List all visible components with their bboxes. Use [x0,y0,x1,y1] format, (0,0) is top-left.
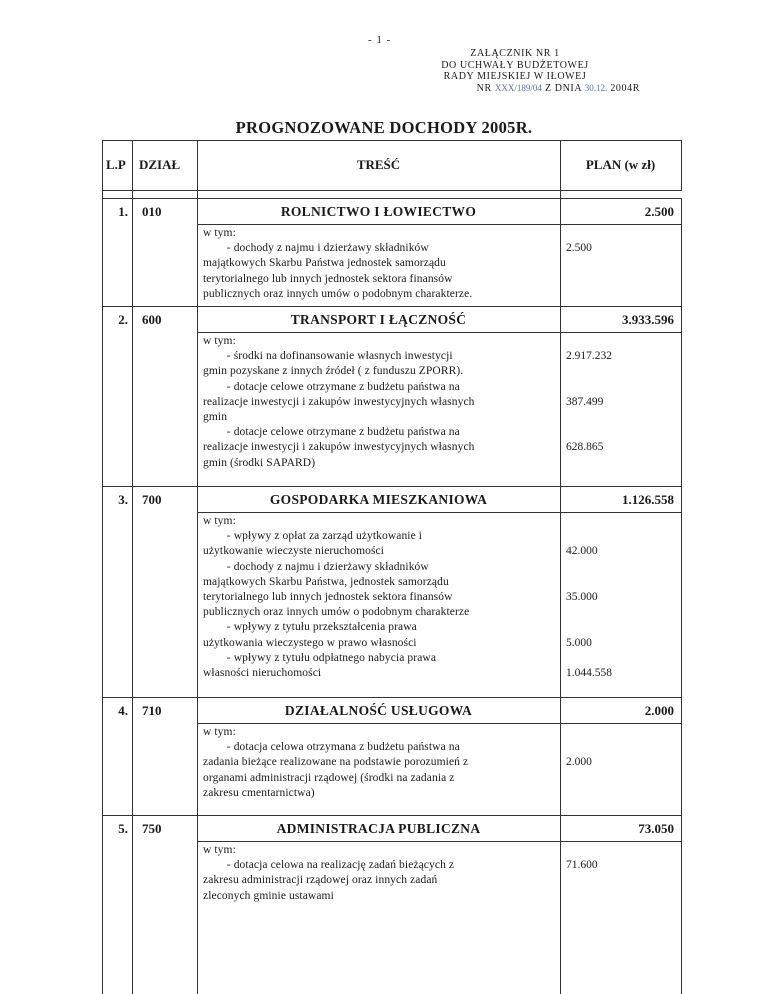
section-amount: 387.499 [566,395,604,408]
section-amount: 2.500 [566,242,592,255]
section-dzial: 010 [142,204,162,219]
section-divider [102,815,682,816]
page-number: - 1 - [368,34,392,46]
header-line-1: ZAŁĄCZNIK NR 1 [470,48,560,59]
column-divider-tresc [560,140,561,994]
section-description: w tym: - dotacja celowa otrzymana z budżetu państwa na zadania bieżące realizowane na podstawie porozumień z organami administracji rządowej (środki na zadania z zakresu cmentarnictwa) [203,726,469,799]
section-amount: 71.600 [566,859,598,872]
section-lp: 1. [118,204,128,219]
section-dzial: 750 [142,821,162,836]
body-top-border [102,198,682,199]
budget-table [102,140,682,994]
resolution-number-line [390,83,640,95]
header-bottom-border [102,190,682,191]
section-title-underline [197,841,682,842]
attachment-header [390,48,640,94]
section-dzial: 600 [142,312,162,327]
section-lp: 5. [118,821,128,836]
section-title: DZIAŁALNOŚĆ USŁUGOWA [284,703,473,718]
section-lp: 4. [118,703,128,718]
column-header-dzial: DZIAŁ [139,157,181,172]
resolution-number: XXX/189/04 [494,82,542,93]
header-line-2: DO UCHWAŁY BUDŻETOWEJ [441,59,589,71]
section-lp: 3. [118,492,128,507]
section-title: ADMINISTRACJA PUBLICZNA [276,821,481,836]
section-amount: 42.000 [566,545,598,558]
section-dzial: 710 [142,703,162,718]
nr-prefix: NR [476,82,492,94]
section-description: w tym: - środki na dofinansowanie własnych inwestycji gmin pozyskane z innych źródeł ( z funduszu ZPORR). - dotacje celowe otrzymane z budżetu państwa na realizacje inwestycji i zakupów inwestycyjnych własnych gmin - dotacje celowe otrzymane z budżetu państwa na realizacje inwestycji i zakupów inwestycyjnych własnych gmin (środki SAPARD) [203,335,475,469]
date-prefix: Z DNIA [544,82,582,94]
table-top-border [102,140,682,141]
section-total: 3.933.596 [622,312,674,327]
section-amount: 2.917.232 [566,350,612,363]
resolution-date: 30.12. [584,82,608,93]
resolution-year: 2004R [610,82,640,94]
section-amount: 628.865 [566,441,604,454]
table-border-left [102,140,103,994]
column-header-plan: PLAN (w zł) [585,157,656,172]
section-total: 2.000 [644,703,674,718]
section-divider [102,306,682,307]
section-dzial: 700 [142,492,162,507]
section-description: w tym: - dochody z najmu i dzierżawy składników majątkowych Skarbu Państwa jednostek samorządu terytorialnego lub innych jednostek sektora finansów publicznych oraz innych umów o podobnym charakterze. [203,227,473,300]
section-title: GOSPODARKA MIESZKANIOWA [269,492,488,507]
section-title-underline [197,332,682,333]
table-border-right-header [681,140,682,190]
section-lp: 2. [118,312,128,327]
section-title-underline [197,723,682,724]
section-title-underline [197,224,682,225]
section-divider [102,486,682,487]
section-total: 73.050 [638,821,674,836]
section-amount: 1.044.558 [566,667,612,679]
document-title: PROGNOZOWANE DOCHODY 2005R. [235,118,533,137]
section-title: ROLNICTWO I ŁOWIECTWO [280,204,477,219]
section-description: w tym: - dotacja celowa na realizację zadań bieżących z zakresu administracji rządowej oraz innych zadań zleconych gminie ustawami [203,844,455,902]
section-title: TRANSPORT I ŁĄCZNOŚĆ [290,312,467,327]
column-divider-lp [132,140,133,994]
column-header-lp: L.P [106,157,126,172]
section-divider [102,697,682,698]
section-title-underline [197,512,682,513]
section-amount: 5.000 [566,636,592,649]
section-total: 2.500 [644,204,674,219]
section-description: w tym: - wpływy z opłat za zarząd użytkowanie i użytkowanie wieczyste nieruchomości - dochody z najmu i dzierżawy składników majątkowych Skarbu Państwa, jednostek samorządu terytorialnego lub innych jednostek sektora finansów publicznych oraz innych umów o podobnym charakterze - wpływy z tytułu przekształcenia prawa użytkowania wieczystego w prawo własności - wpływy z tytułu odpłatnego nabycia prawa własności nieruchomości [203,515,470,680]
header-line-3: RADY MIEJSKIEJ W IŁOWEJ [443,71,587,82]
column-header-tresc: TREŚĆ [356,157,401,172]
section-amount: 2.000 [566,756,592,769]
section-total: 1.126.558 [622,492,674,507]
table-border-right [681,198,682,994]
section-amount: 35.000 [566,591,598,603]
column-divider-dzial [197,140,198,994]
